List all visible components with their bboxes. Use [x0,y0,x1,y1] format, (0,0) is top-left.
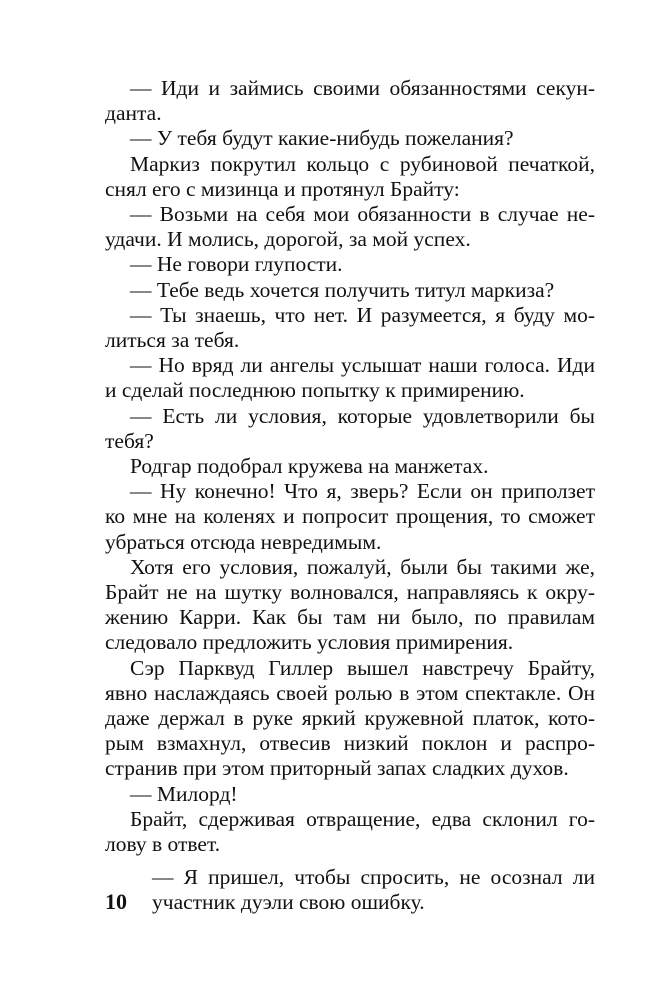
paragraph [105,353,595,403]
text-line: — Тебе ведь хочется получить титул маркиза? [130,277,555,302]
paragraph [105,278,595,303]
text-line: снял его с мизинца и протянул Брайту: [105,176,460,201]
page-number: 10 [105,889,127,914]
text-line: Родгар подобрал кружева на манжетах. [130,454,489,479]
text-line: — Возьми на себя мои обязанности в случае не- [130,202,595,227]
paragraph [105,152,595,202]
text-line: тебя? [105,428,154,453]
paragraph [105,807,595,857]
text-line: данта. [105,101,162,126]
text-line: — Ты знаешь, что нет. И разумеется, я буду мо- [130,302,595,327]
body-text [105,76,595,857]
paragraph [105,656,595,782]
text-line: ко мне на коленях и попросит прощения, то сможет [105,504,595,529]
paragraph [105,252,595,277]
text-line: литься за тебя. [105,328,240,353]
paragraph [105,202,595,252]
paragraph [105,479,595,555]
text-line: Хотя его условия, пожалуй, были бы такими же, [130,554,595,579]
paragraph [105,454,595,479]
text-line: удачи. И молись, дорогой, за мой успех. [105,227,471,252]
text-line: Маркиз покрутил кольцо с рубиновой печаткой, [130,151,595,176]
text-line: — У тебя будут какие-нибудь пожелания? [130,126,514,151]
paragraph [105,404,595,454]
text-line: — Ну конечно! Что я, зверь? Если он приползет [130,479,595,504]
final-paragraph [105,865,595,915]
text-line: — Не говори глупости. [130,252,343,277]
text-line: следовало предложить условия примирения. [105,630,514,655]
text-line: — Иди и займись своими обязанностями секун- [130,76,595,100]
text-line: лову в ответ. [105,832,221,857]
text-line: и сделай последнюю попытку к примирению. [105,378,525,403]
paragraph [105,126,595,151]
text-line: странив при этом приторный запах сладких духов. [105,756,569,781]
text-line: — Я пришел, чтобы спросить, не осознал ли [152,865,595,889]
text-line: рым взмахнул, отвесив низкий поклон и распро- [105,731,595,756]
text-line: убраться отсюда невредимым. [105,529,382,554]
paragraph [105,303,595,353]
text-line: даже держал в руке яркий кружевной платок, кото- [105,706,595,731]
text-line: участник дуэли свою ошибку. [152,890,425,915]
paragraph [105,782,595,807]
text-line: Брайт, сдерживая отвращение, едва склонил го- [130,806,595,831]
text-line: явно наслаждаясь своей ролью в этом спектакле. Он [105,680,595,705]
text-line: — Но вряд ли ангелы услышат наши голоса. Иди [130,353,595,378]
text-line: — Милорд! [130,781,238,806]
text-line: Брайт не на шутку волновался, направляясь к окру- [105,580,595,605]
text-line: — Есть ли условия, которые удовлетворили бы [130,403,595,428]
text-line: Сэр Парквуд Гиллер вышел навстречу Брайту, [130,655,595,680]
paragraph [105,555,595,656]
text-line: жению Карри. Как бы там ни было, по правилам [105,605,595,630]
paragraph [105,76,595,126]
